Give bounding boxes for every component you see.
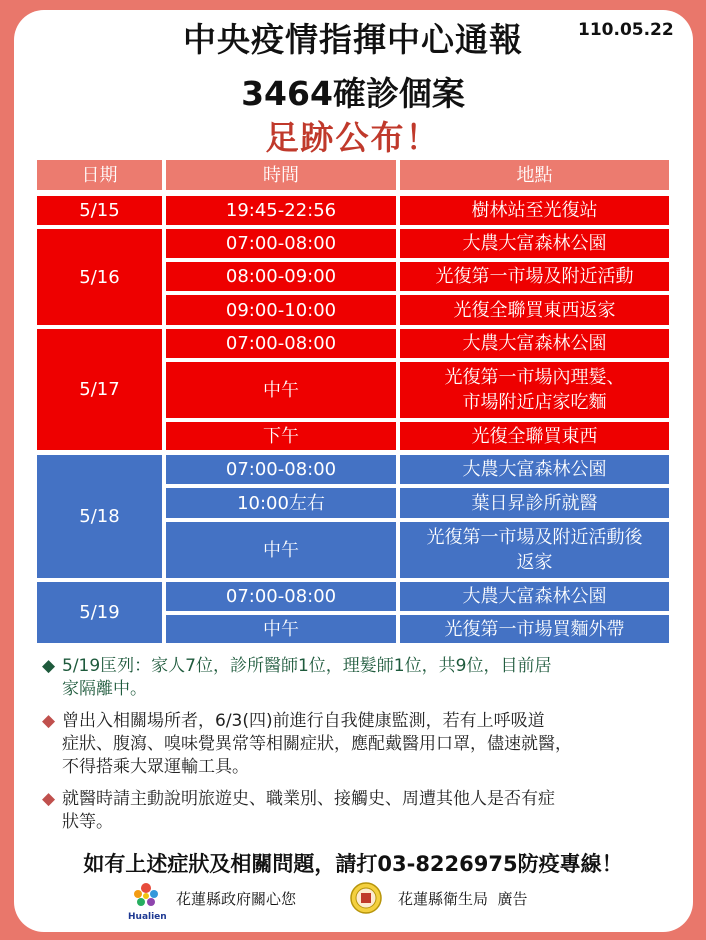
note-line: 曾出入相關場所者，6/3(四)前進行自我健康監測，若有上呼吸道 <box>62 711 545 731</box>
diamond-bullet-icon: ◆ <box>42 789 56 809</box>
date-cell: 5/19 <box>37 582 162 643</box>
note-line: 就醫時請主動說明旅遊史、職業別、接觸史、周遭其他人是否有症 <box>62 789 555 809</box>
time-cell: 08:00-09:00 <box>166 262 396 291</box>
date-cell: 5/18 <box>37 455 162 578</box>
time-cell: 中午 <box>166 615 396 643</box>
place-cell: 光復第一市場買麵外帶 <box>400 615 669 643</box>
note-item <box>42 788 682 834</box>
time-cell: 09:00-10:00 <box>166 295 396 325</box>
place-cell: 光復全聯買東西返家 <box>400 295 669 325</box>
time-cell: 07:00-08:00 <box>166 582 396 611</box>
health-bureau-emblem-icon <box>350 882 382 914</box>
note-line: 狀等。 <box>62 812 113 832</box>
title-line-3: 足跡公布！ <box>265 118 441 157</box>
date-cell: 5/15 <box>37 196 162 225</box>
announcement-date: 110.05.22 <box>578 20 674 40</box>
hotline-text: 如有上述症狀及相關問題，請打03-8226975防疫專線！ <box>83 852 623 876</box>
place-cell-line: 返家 <box>516 552 553 573</box>
hualien-county-logo <box>128 880 167 922</box>
place-cell: 樹林站至光復站 <box>400 196 669 225</box>
diamond-bullet-icon: ◆ <box>42 711 56 731</box>
column-header-place: 地點 <box>400 160 669 190</box>
place-cell <box>400 362 669 418</box>
time-cell: 19:45-22:56 <box>166 196 396 225</box>
place-cell: 光復第一市場及附近活動 <box>400 262 669 291</box>
place-cell: 光復全聯買東西 <box>400 422 669 450</box>
notes-section <box>42 655 682 843</box>
place-cell: 大農大富森林公園 <box>400 229 669 258</box>
time-cell: 07:00-08:00 <box>166 329 396 358</box>
column-header-date: 日期 <box>37 160 162 190</box>
place-cell-line: 市場附近店家吃麵 <box>462 392 607 413</box>
place-cell: 大農大富森林公園 <box>400 455 669 484</box>
health-bureau-text: 花蓮縣衛生局 廣告 <box>398 890 528 908</box>
note-line: 不得搭乘大眾運輸工具。 <box>62 757 249 777</box>
note-line: 5/19匡列：家人7位，診所醫師1位，理髮師1位，共9位，目前居 <box>62 656 552 676</box>
time-cell: 07:00-08:00 <box>166 455 396 484</box>
time-cell: 中午 <box>166 522 396 578</box>
note-line: 家隔離中。 <box>62 679 147 699</box>
place-cell: 大農大富森林公園 <box>400 582 669 611</box>
diamond-bullet-icon: ◆ <box>42 656 56 676</box>
county-government-text: 花蓮縣政府關心您 <box>176 890 297 908</box>
place-cell-line: 光復第一市場內理髮、 <box>444 367 625 388</box>
time-cell: 10:00左右 <box>166 488 396 518</box>
note-item <box>42 655 682 701</box>
date-cell: 5/17 <box>37 329 162 450</box>
note-item <box>42 710 682 779</box>
note-line: 症狀、腹瀉、嗅味覺異常等相關症狀，應配戴醫用口罩，儘速就醫， <box>62 734 572 754</box>
place-cell: 葉日昇診所就醫 <box>400 488 669 518</box>
time-cell: 中午 <box>166 362 396 418</box>
title-line-1: 中央疫情指揮中心通報 <box>183 20 523 59</box>
date-cell: 5/16 <box>37 229 162 325</box>
place-cell-line: 光復第一市場及附近活動後 <box>426 527 643 548</box>
place-cell <box>400 522 669 578</box>
place-cell: 大農大富森林公園 <box>400 329 669 358</box>
time-cell: 下午 <box>166 422 396 450</box>
logo-wordmark: Hualien <box>128 912 167 922</box>
title-line-2: 3464確診個案 <box>241 74 465 113</box>
column-header-time: 時間 <box>166 160 396 190</box>
time-cell: 07:00-08:00 <box>166 229 396 258</box>
